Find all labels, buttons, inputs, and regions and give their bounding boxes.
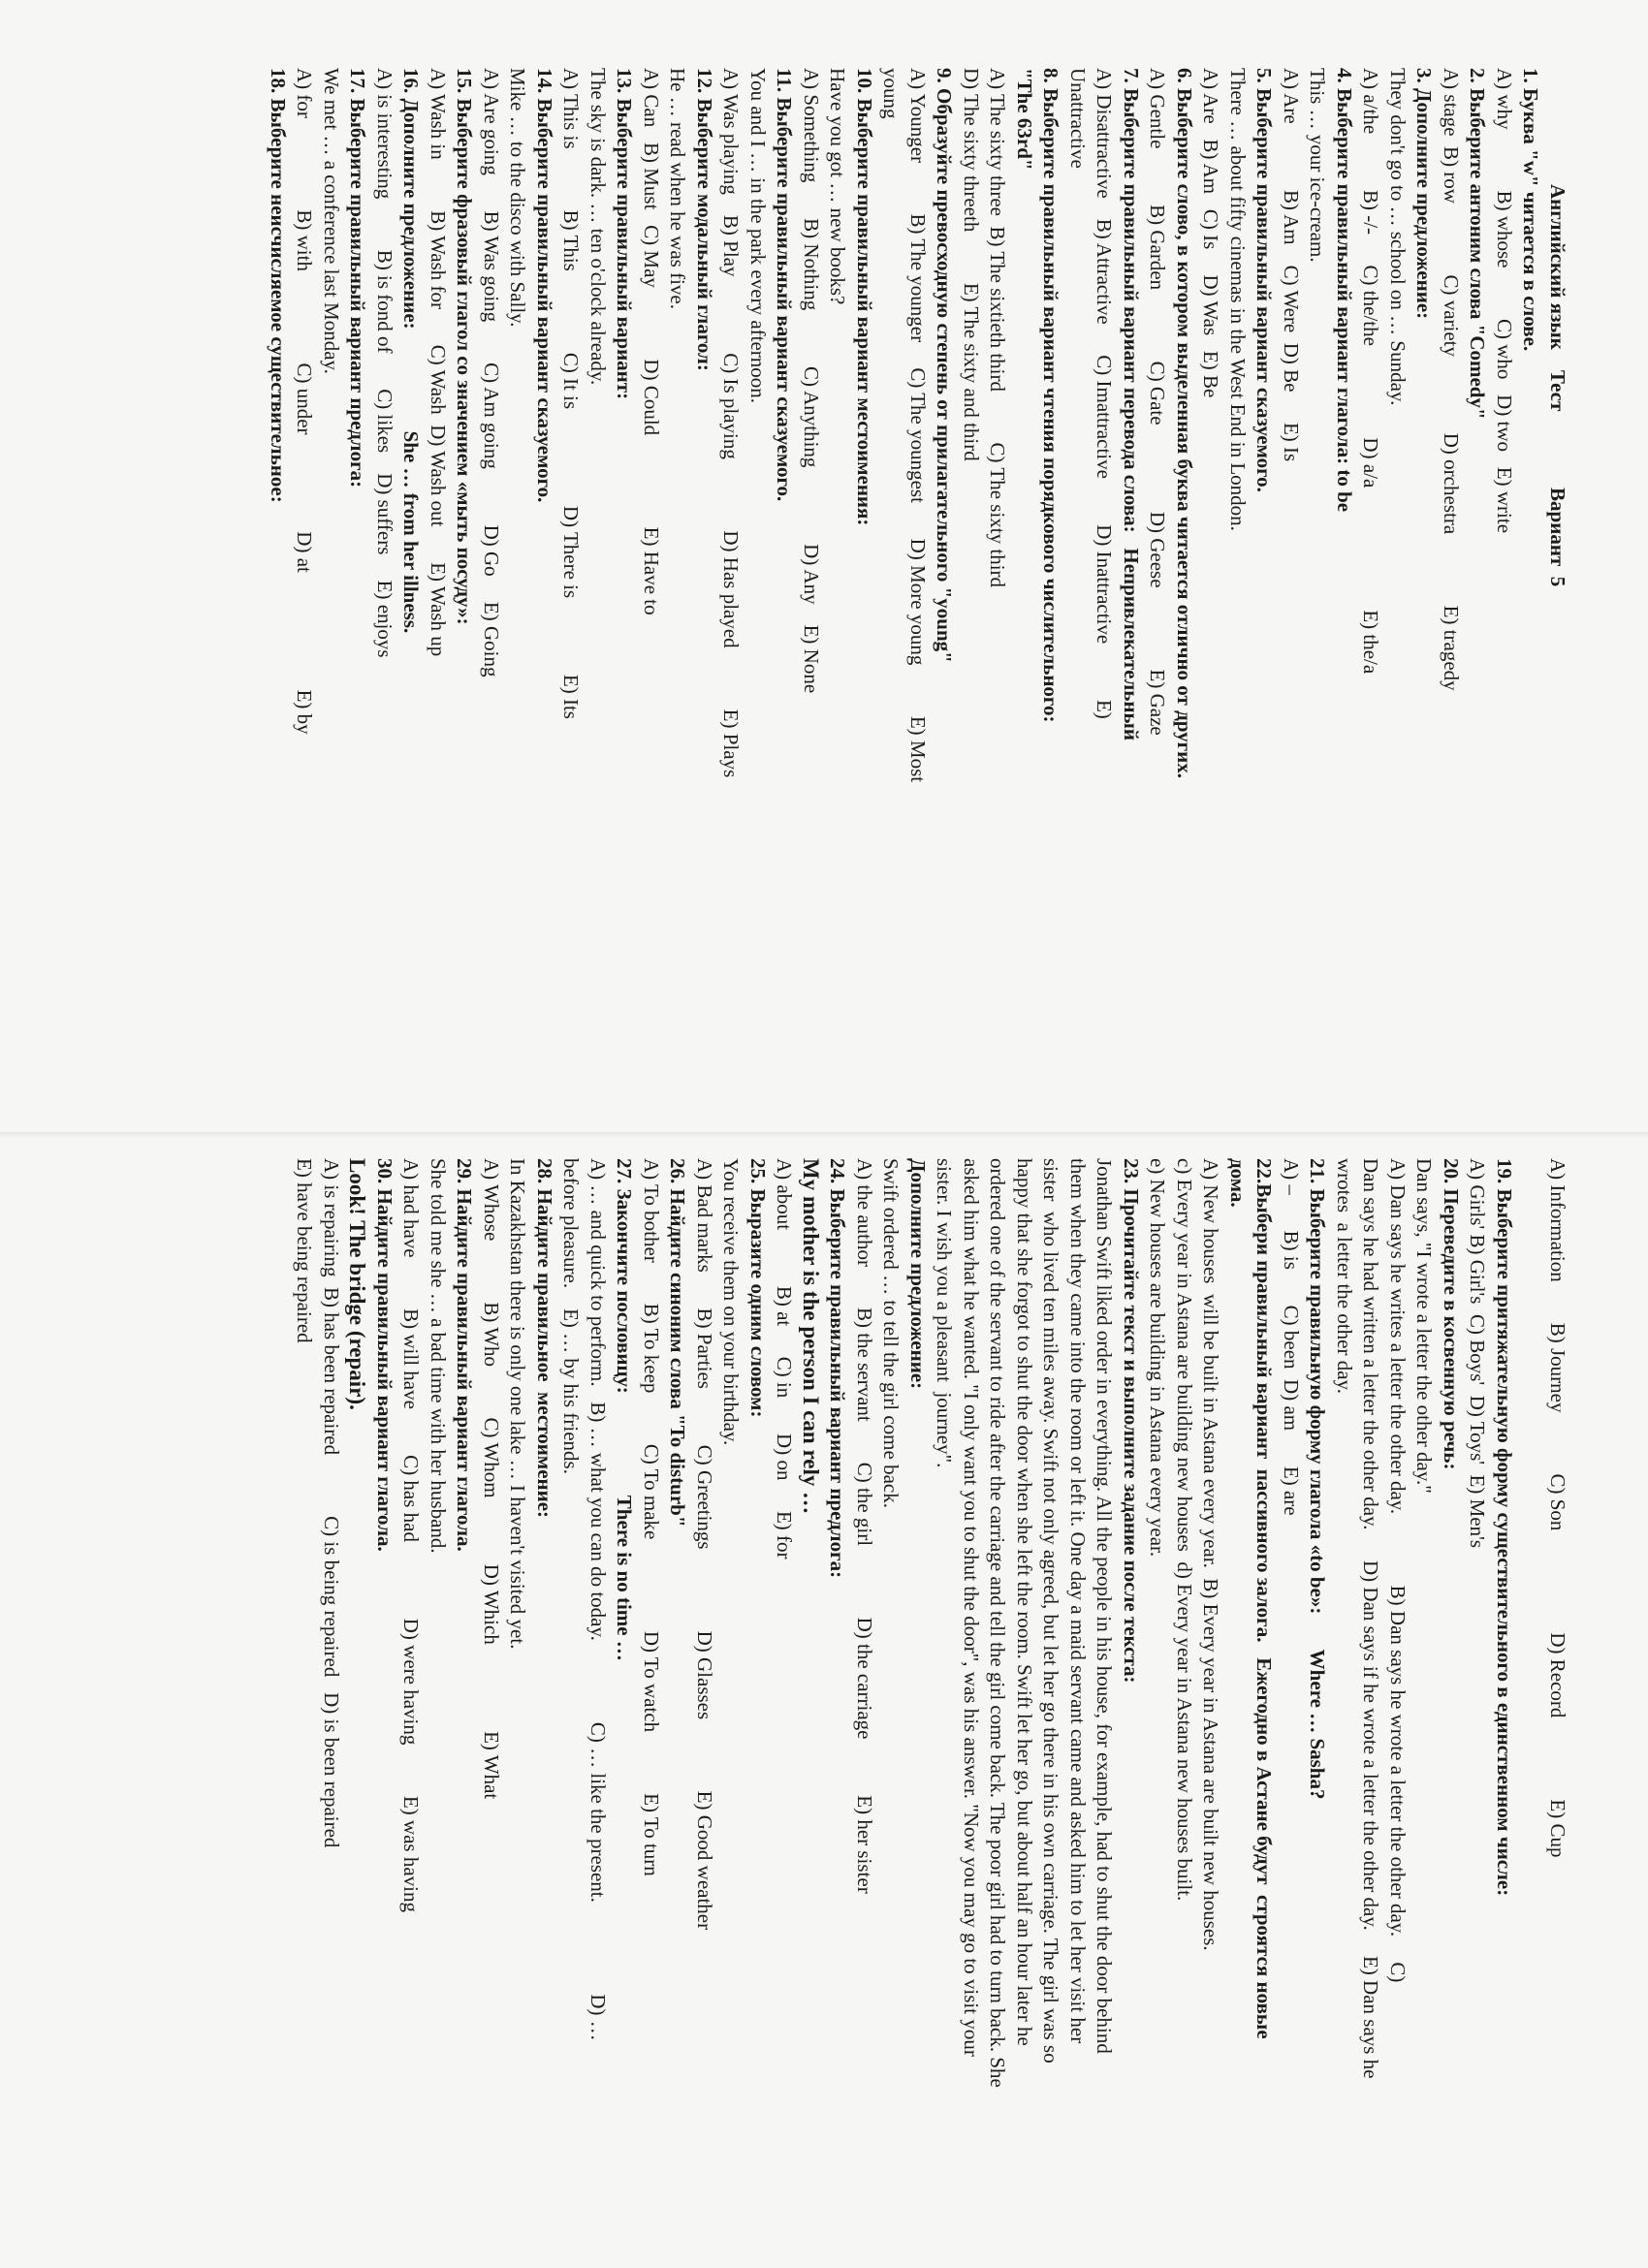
text-line: A) Can B) Must C) May D) Could E) Have to [640, 68, 663, 615]
text-line: A) Younger B) The younger C) The youngest D) More young E) Most [906, 68, 930, 783]
text-line: In Kazakhstan there is only one lake … I haven't visited yet. [506, 1158, 530, 1650]
text-line: My mother is the person I can rely … [799, 1158, 823, 1515]
test-sheet [165, 68, 1570, 2200]
text-line: дома. [1226, 1158, 1250, 1208]
text-line: They don't go to … school on … Sunday. [1386, 68, 1410, 406]
text-line: A) Gentle B) Garden C) Gate D) Geese E) Gaze [1146, 68, 1170, 736]
text-line: 29. Найдите правильный вариант глагола. [453, 1158, 477, 1552]
text-line: wrotes a letter the other day. [1333, 1158, 1356, 1394]
text-line: A) Are B) Am C) Is D) Was E) Be [1199, 68, 1223, 398]
text-line: 17. Выберите правильный вариант предлога: [346, 68, 370, 488]
text-line: Dan says he had written a letter the other day. D) Dan says if he wrote a letter the other day. E) Dan says he [1359, 1158, 1383, 2079]
text-line: sister who lived ten miles away. Swift not only agreed, but let her go there in his own carriage. The girl was so [1039, 1158, 1063, 2063]
text-line: A) – B) is C) been D) am E) are [1280, 1158, 1303, 1516]
text-line: A) To bother B) To keep C) To make D) To watch E) To turn [640, 1158, 663, 1876]
text-line: A) Information B) Journey C) Son D) Record E) Cup [1546, 1158, 1569, 1858]
text-line: A) is interesting B) is fond of C) likes D) suffers E) enjoys [373, 68, 396, 658]
text-line: A) about B) at C) in D) on E) for [773, 1158, 797, 1559]
text-line: 27. Закончите пословицу: There is no time … [613, 1158, 637, 1661]
text-line: 10. Выберите правильный вариант местоимения: [853, 68, 876, 526]
text-line: 24. Выберите правильный вариант предлога: [826, 1158, 850, 1579]
text-line: A) why B) whose C) who D) two E) write [1493, 68, 1516, 534]
text-line: 23. Прочитайте текст и выполните задание после текста: [1120, 1158, 1143, 1684]
text-line: You and I … in the park every afternoon. [746, 68, 770, 404]
text-line: A) Girls' B) Girl's C) Boys' D) Toys' E) Men's [1466, 1158, 1490, 1549]
text-line: A) New houses will be built in Astana every year. B) Every year in Astana are built new houses. [1199, 1158, 1223, 1951]
text-line: A) The sixty three B) The sixtieth third C) The sixty third [986, 68, 1010, 588]
text-line: A) had have B) will have C) has had D) were having E) was having [399, 1158, 424, 1912]
text-line: 16. Дополните предложение: She … from her illness. [399, 68, 424, 634]
text-line: happy that she forgot to shut the door when she left the room. Swift let her go, but about half an hour later he [1013, 1158, 1036, 2046]
text-line: 30. Найдите правильный вариант глагола. [373, 1158, 396, 1552]
text-line: 2. Выберите антоним слова "Comedy" [1466, 68, 1490, 420]
text-line: E) have being repaired [293, 1158, 317, 1343]
text-line: A) the author B) the servant C) the girl D) the carriage E) her sister [853, 1158, 876, 1894]
text-line: Дополните предложение: [906, 1158, 930, 1390]
text-line: 14. Выберите правильный вариант сказуемого. [533, 68, 556, 503]
text-line: sister. I wish you a pleasant journey". [933, 1158, 957, 1468]
text-line: 18. Выберите неисчисляемое существительное: [267, 68, 290, 503]
text-line: A) Dan says he writes a letter the other day. B) Dan says he wrote a letter the other day. C) [1386, 1158, 1410, 1983]
text-line: c) Every year in Astana are building new houses d) Every year in Astana new houses built. [1173, 1158, 1196, 1902]
text-line: A) Something B) Nothing C) Anything D) Any E) None [800, 68, 823, 694]
text-line: 28. Найдите правильное местоимение: [533, 1158, 556, 1519]
text-line: 4. Выберите правильный вариант глагола: to be [1333, 68, 1356, 513]
text-line: 26. Найдите синоним слова "To disturb" [666, 1158, 690, 1528]
text-line: 19. Выберите притяжательную форму существительного в единственном числе: [1493, 1158, 1516, 1897]
text-line: 11. Выберите правильный вариант сказуемого. [773, 68, 797, 502]
text-line: 3. Дополните предложение: [1412, 68, 1437, 320]
text-line: them when they came into the room or left it. One day a maid servant came and asked him to let her visit her [1066, 1158, 1090, 2044]
text-line: You receive them on your birthday. [719, 1158, 744, 1446]
text-line: 21. Выберите правильную форму глагола «to be»: Where … Sasha? [1306, 1158, 1330, 1800]
text-line: A) Wash in B) Wash for C) Wash D) Wash out E) Wash up [427, 68, 450, 657]
text-line: "The 63rd" [1013, 68, 1036, 171]
text-line: 15. Выберите фразовый глагол со значением «мыть посуду»: [453, 68, 477, 625]
text-line: Unattractive [1066, 68, 1090, 169]
text-line: A) Bad marks B) Parties C) Greetings D) Glasses E) Good weather [693, 1158, 716, 1931]
text-line: A) This is B) This C) It is D) There is E) Its [559, 68, 584, 719]
text-line: 20. Переведите в косвенную речь: [1440, 1158, 1463, 1470]
text-line: ordered one of the servant to ride after the carriage and tell the girl come back. The poor girl had to turn back. She [986, 1158, 1010, 2088]
right-column [165, 1158, 1570, 2161]
text-line: Mike … to the disco with Sally. [506, 68, 530, 328]
text-line: The sky is dark. … ten o'clock already. [586, 68, 610, 386]
text-line: 9. Образуйте превосходную степень от прилагательного "young" [933, 68, 957, 663]
text-line: This … your ice-cream. [1306, 68, 1330, 263]
text-line: Look! The bridge (repair). [345, 1158, 370, 1410]
text-line: A) for B) with C) under D) at E) by [293, 68, 317, 735]
text-line: A) … and quick to perform. B) … what you can do today. C) … like the present. D) … [586, 1158, 610, 2041]
text-line: He … read when he was five. [666, 68, 690, 309]
text-line [1517, 1158, 1544, 2161]
text-line: A) Was playing B) Play C) Is playing D) Has played E) Plays [719, 68, 744, 778]
text-line: A) stage B) row C) variety D) orchestra E) tragedy [1440, 68, 1463, 691]
text-line: We met … a conference last Monday. [320, 68, 343, 374]
text-line: A) is repairing B) has been repaired C) is being repaired D) is been repaired [320, 1158, 343, 1848]
text-line: A) Disattractive B) Attractive C) Imattractive D) Inattractive E) [1093, 68, 1117, 719]
text-line: There … about fifty cinemas in the West End in London. [1226, 68, 1250, 531]
text-line: 6. Выберите слово, в котором выделенная буква читается отлично от других. [1173, 68, 1196, 779]
text-line: 5. Выберите правильный вариант сказуемого. [1252, 68, 1277, 492]
text-line: D) The sixty threeth E) The sixty and third [960, 68, 983, 461]
text-line: A) a/the B) -/- C) the/the D) a/a E) the/a [1359, 68, 1383, 675]
text-line: 25. Выразите одним словом: [746, 1158, 770, 1418]
text-line: 22.Выбери правильный вариант пассивного залога. Ежегодно в Астане будут строятся новые [1252, 1158, 1277, 2039]
text-line: e) New houses are building in Astana every year. [1146, 1158, 1170, 1558]
text-line: young [879, 68, 903, 119]
text-line: before pleasure. E) … by his friends. [559, 1158, 584, 1474]
text-line: Dan says, "I wrote a letter the other day." [1412, 1158, 1437, 1494]
text-line: 8. Выберите правильный вариант чтения порядкового числительного: [1039, 68, 1063, 723]
left-column [165, 68, 1570, 1071]
text-line: A) Are B) Am C) Were D) Be E) Is [1280, 68, 1303, 462]
text-line: 12. Выберите модальный глагол: [693, 68, 716, 371]
text-line: 7. Выберите правильный вариант перевода слова: Непривлекательный [1120, 68, 1143, 740]
text-line: A) Are going B) Was going C) Am going D) Go E) Going [480, 68, 503, 677]
text-line: Swift ordered … to tell the girl come back. [879, 1158, 903, 1508]
text-line: 1. Буква "w" читается в слове. [1519, 68, 1543, 352]
text-line: A) Whose B) Who C) Whom D) Which E) What [480, 1158, 503, 1800]
text-line: Have you got … new books? [826, 68, 850, 305]
text-line: asked him what he wanted. "I only want you to shut the door", was his answer. "Now you may go to visit your [960, 1158, 983, 2057]
text-line: She told me she … a bad time with her husband. [427, 1158, 450, 1554]
text-line: 13. Выберите правильный вариант: [613, 68, 637, 400]
text-line: Английский язык Тест Вариант 5 [1546, 184, 1569, 587]
text-line: Jonathan Swift liked order in everything. All the people in his house, for example, had to shut the door behind [1093, 1158, 1117, 2054]
